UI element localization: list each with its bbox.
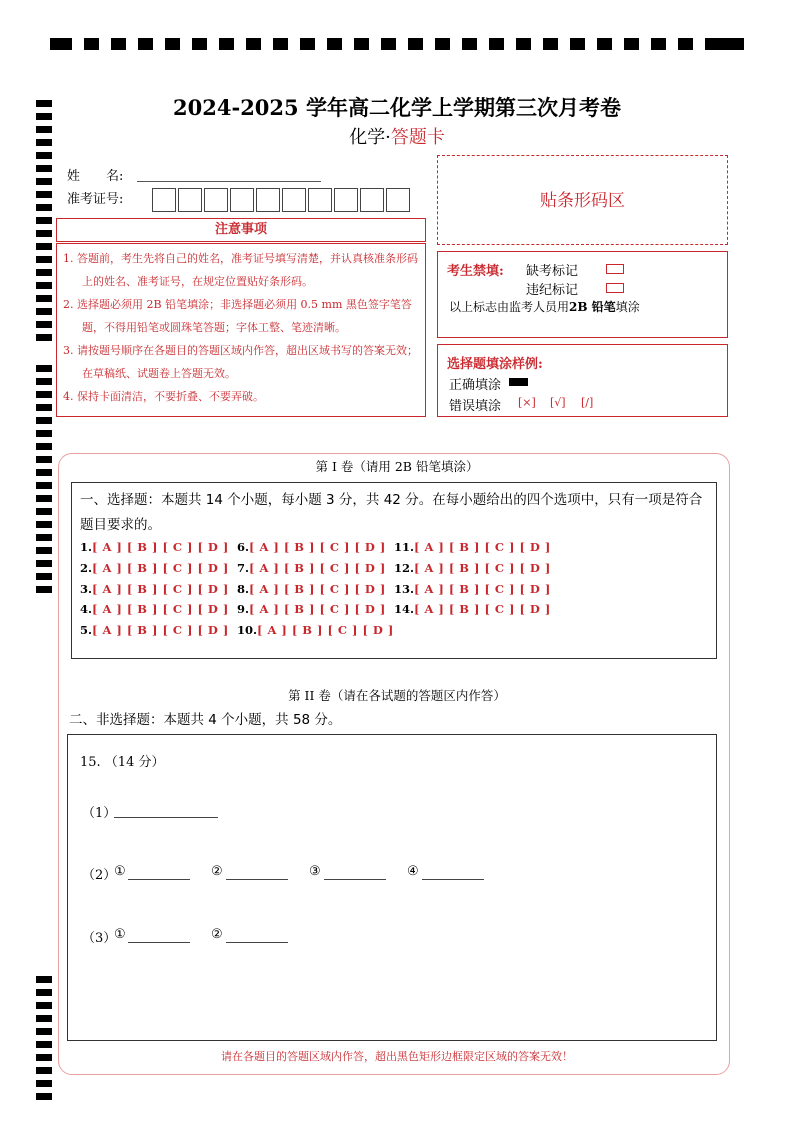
- page-title: 2024-2025 学年高二化学上学期第三次月考卷: [173, 95, 621, 120]
- q15-sub1-line[interactable]: [114, 803, 218, 818]
- mcq-question[interactable]: 7.[ A ] [ B ] [ C ] [ D ]: [237, 561, 386, 575]
- mcq-question[interactable]: 1.[ A ] [ B ] [ C ] [ D ]: [80, 540, 229, 554]
- notice-box: [56, 243, 426, 417]
- name-field[interactable]: [137, 181, 321, 182]
- examiner-note: 以上标志由监考人员用2B 铅笔填涂: [449, 300, 640, 314]
- q15-sub2-line-2[interactable]: [226, 865, 288, 880]
- violation-mark-box[interactable]: [606, 280, 624, 295]
- id-number-boxes[interactable]: [152, 188, 412, 212]
- notice-item: 2. 选择题必须用 2B 铅笔填涂；非选择题必须用 0.5 mm 黑色签字笔答题，不得用铅笔或圆珠笔答题；字体工整、笔迹清晰。: [63, 298, 412, 334]
- wrong-mark-1: [×]: [518, 396, 536, 409]
- mcq-question[interactable]: 11.[ A ] [ B ] [ C ] [ D ]: [394, 540, 551, 554]
- circ-1: ①: [114, 927, 126, 942]
- part2-instruction: 二、非选择题：本题共 4 个小题，共 58 分。: [69, 712, 342, 728]
- wrong-label: 错误填涂: [449, 399, 502, 414]
- circ-3: ③: [309, 864, 321, 879]
- circ-2: ②: [211, 864, 223, 879]
- page-subtitle: [0, 123, 794, 149]
- barcode-label: 贴条形码区: [540, 191, 625, 211]
- mcq-question[interactable]: 6.[ A ] [ B ] [ C ] [ D ]: [237, 540, 386, 554]
- id-label: 准考证号:: [67, 192, 124, 207]
- name-label: 姓 名:: [67, 169, 124, 184]
- footer-warning: 请在各题目的答题区域内作答，超出黑色矩形边框限定区域的答案无效！: [221, 1050, 573, 1063]
- subtitle-subject: 化学·: [349, 127, 391, 148]
- q15-heading: 15. （14 分）: [80, 755, 165, 770]
- violation-label: 违纪标记: [526, 283, 579, 298]
- circ-2: ②: [211, 927, 223, 942]
- q15-sub3-line-2[interactable]: [226, 928, 288, 943]
- sample-title: 选择题填涂样例:: [447, 357, 543, 372]
- examiner-box: [437, 251, 728, 338]
- barcode-area: [437, 155, 728, 245]
- notice-item: 3. 请按题号顺序在各题目的答题区域内作答，超出区域书写的答案无效；在草稿纸、试题卷上答题无效。: [63, 344, 418, 380]
- q15-sub3: （3）: [82, 931, 117, 946]
- left-timing-marks: [36, 100, 52, 1100]
- absent-mark-box[interactable]: [606, 261, 624, 276]
- mcq-question[interactable]: 14.[ A ] [ B ] [ C ] [ D ]: [394, 602, 551, 616]
- q15-sub2-line-1[interactable]: [128, 865, 190, 880]
- mcq-question[interactable]: 2.[ A ] [ B ] [ C ] [ D ]: [80, 561, 229, 575]
- mcq-question[interactable]: 4.[ A ] [ B ] [ C ] [ D ]: [80, 602, 229, 616]
- notice-item: 4. 保持卡面清洁，不要折叠、不要弄破。: [63, 390, 264, 403]
- part2-title: 第 II 卷（请在各试题的答题区内作答）: [288, 688, 506, 703]
- mcq-question[interactable]: 9.[ A ] [ B ] [ C ] [ D ]: [237, 602, 386, 616]
- absent-label: 缺考标记: [526, 264, 579, 279]
- wrong-mark-3: [/]: [581, 396, 594, 409]
- q15-sub2: （2）: [82, 868, 117, 883]
- wrong-mark-2: [√]: [550, 396, 566, 409]
- subtitle-card: 答题卡: [390, 127, 445, 148]
- q15-sub2-line-4[interactable]: [422, 865, 484, 880]
- q15-sub2-line-3[interactable]: [324, 865, 386, 880]
- top-timing-marks: [50, 38, 744, 50]
- circ-4: ④: [407, 864, 419, 879]
- notice-item: 1. 答题前，考生先将自己的姓名，准考证号填写清楚，并认真核准条形码上的姓名、准考证号，在规定位置贴好条形码。: [63, 252, 418, 288]
- notice-heading: 注意事项: [56, 218, 426, 242]
- q15-sub3-line-1[interactable]: [128, 928, 190, 943]
- mcq-question[interactable]: 13.[ A ] [ B ] [ C ] [ D ]: [394, 582, 551, 596]
- mcq-question[interactable]: 12.[ A ] [ B ] [ C ] [ D ]: [394, 561, 551, 575]
- part1-title: 第 I 卷（请用 2B 铅笔填涂）: [315, 459, 479, 474]
- mcq-question[interactable]: 10.[ A ] [ B ] [ C ] [ D ]: [237, 623, 394, 637]
- mcq-question[interactable]: 5.[ A ] [ B ] [ C ] [ D ]: [80, 623, 229, 637]
- correct-fill-sample: [509, 378, 528, 386]
- sample-box: [437, 344, 728, 417]
- correct-label: 正确填涂: [449, 378, 502, 393]
- mcq-question[interactable]: 8.[ A ] [ B ] [ C ] [ D ]: [237, 582, 386, 596]
- circ-1: ①: [114, 864, 126, 879]
- mcq-question[interactable]: 3.[ A ] [ B ] [ C ] [ D ]: [80, 582, 229, 596]
- q15-answer-box: [67, 734, 717, 1041]
- q15-sub1: （1）: [82, 806, 117, 821]
- examiner-label: 考生禁填:: [447, 264, 504, 279]
- mcq-instruction: 一、选择题：本题共 14 个小题，每小题 3 分，共 42 分。在每小题给出的四个选项中，只有一项是符合题目要求的。: [80, 492, 703, 533]
